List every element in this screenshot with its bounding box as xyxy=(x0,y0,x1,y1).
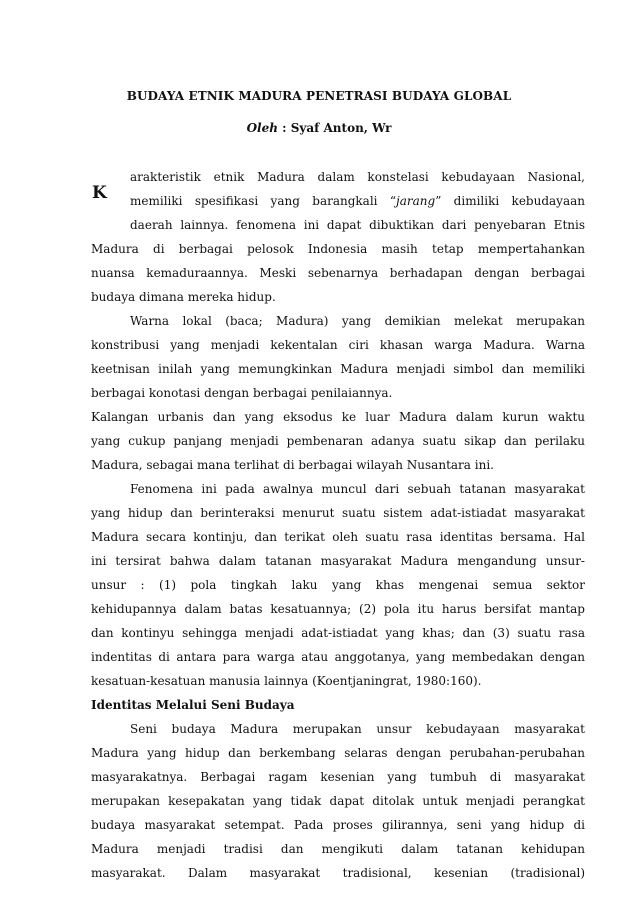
text-line: budaya dimana mereka hidup. xyxy=(91,290,276,304)
text-line: nuansa kemaduraannya. Meski sebenarnya berhadapan dengan berbagai xyxy=(91,266,585,280)
text-line: arakteristik etnik Madura dalam konstelasi kebudayaan Nasional, xyxy=(130,170,585,184)
text-line xyxy=(130,194,585,209)
text-line: ini tersirat bahwa dalam tatanan masyarakat Madura mengandung unsur- xyxy=(91,554,585,568)
text-line: yang cukup panjang menjadi pembenaran adanya suatu sikap dan perilaku xyxy=(91,434,585,448)
text-fragment: memiliki spesifikasi yang barangkali “ xyxy=(130,194,396,208)
text-line: Warna lokal (baca; Madura) yang demikian melekat merupakan xyxy=(130,314,585,328)
author-separator: : xyxy=(277,121,291,135)
text-line: budaya masyarakat setempat. Pada proses gilirannya, seni yang hidup di xyxy=(91,818,585,832)
text-line: konstribusi yang menjadi kekentalan ciri khasan warga Madura. Warna xyxy=(91,338,585,352)
text-line: masyarakatnya. Berbagai ragam kesenian yang tumbuh di masyarakat xyxy=(91,770,585,784)
text-line: Seni budaya Madura merupakan unsur kebudayaan masyarakat xyxy=(130,722,585,736)
text-line: kehidupannya dalam batas kesatuannya; (2) pola itu harus bersifat mantap xyxy=(91,602,585,616)
author-line xyxy=(0,121,638,135)
text-line: berbagai konotasi dengan berbagai penilaiannya. xyxy=(91,386,393,400)
text-line: kesatuan-kesatuan manusia lainnya (Koentjaningrat, 1980:160). xyxy=(91,674,482,688)
text-line: masyarakat. Dalam masyarakat tradisional, kesenian (tradisional) xyxy=(91,866,585,880)
text-line: Madura yang hidup dan berkembang selaras dengan perubahan-perubahan xyxy=(91,746,585,760)
author-name: Syaf Anton, Wr xyxy=(290,121,392,135)
author-prefix: Oleh xyxy=(246,121,278,135)
text-line: Kalangan urbanis dan yang eksodus ke luar Madura dalam kurun waktu xyxy=(91,410,585,424)
text-line: indentitas di antara para warga atau anggotanya, yang membedakan dengan xyxy=(91,650,585,664)
text-line: Madura secara kontinju, dan terikat oleh suatu rasa identitas bersama. Hal xyxy=(91,530,585,544)
text-line: keetnisan inilah yang memungkinkan Madura menjadi simbol dan memiliki xyxy=(91,362,585,376)
document-title: BUDAYA ETNIK MADURA PENETRASI BUDAYA GLOBAL xyxy=(126,89,512,103)
text-line: Madura menjadi tradisi dan mengikuti dalam tatanan kehidupan xyxy=(91,842,585,856)
text-line: Fenomena ini pada awalnya muncul dari sebuah tatanan masyarakat xyxy=(130,482,585,496)
text-line: dan kontinyu sehingga menjadi adat-istiadat yang khas; dan (3) suatu rasa xyxy=(91,626,585,640)
text-line: daerah lainnya. fenomena ini dapat dibuktikan dari penyebaran Etnis xyxy=(130,218,585,232)
text-line: unsur : (1) pola tingkah laku yang khas mengenai semua sektor xyxy=(91,578,585,592)
drop-cap-letter: K xyxy=(92,183,107,203)
text-line: yang hidup dan berinteraksi menurut suatu sistem adat-istiadat masyarakat xyxy=(91,506,585,520)
emphasis-text: jarang xyxy=(396,194,436,208)
text-fragment: ” dimiliki kebudayaan xyxy=(435,194,585,208)
section-heading: Identitas Melalui Seni Budaya xyxy=(91,698,295,712)
text-line: Madura di berbagai pelosok Indonesia masih tetap mempertahankan xyxy=(91,242,585,256)
text-line: merupakan kesepakatan yang tidak dapat ditolak untuk menjadi perangkat xyxy=(91,794,585,808)
text-line: Madura, sebagai mana terlihat di berbagai wilayah Nusantara ini. xyxy=(91,458,494,472)
